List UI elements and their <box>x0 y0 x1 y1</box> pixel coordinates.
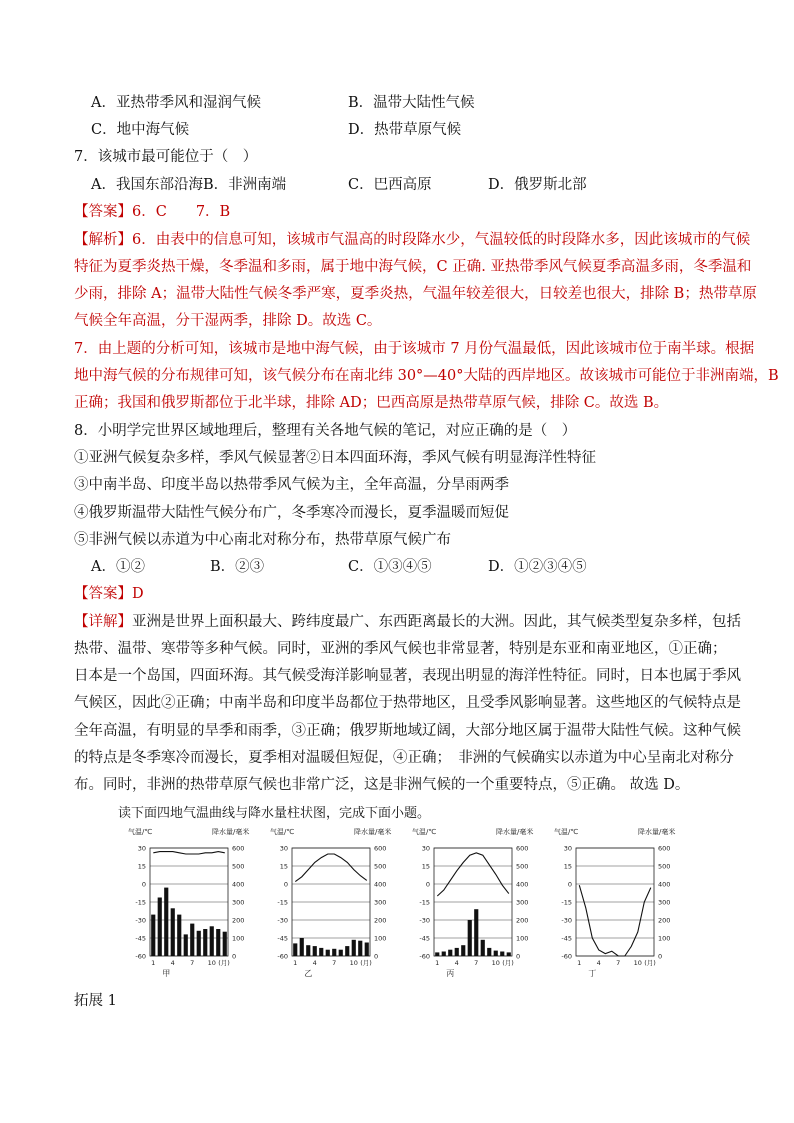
precip-bar <box>345 946 349 956</box>
precip-tick-label: 100 <box>232 934 245 943</box>
temp-tick-label: 15 <box>279 862 288 871</box>
month-tick-label: 4 <box>170 959 175 967</box>
temp-axis-title: 气温/℃ <box>270 828 295 836</box>
answer8-text: D <box>132 586 144 602</box>
climate-charts <box>110 822 676 984</box>
month-tick-label: 1 <box>435 959 440 967</box>
month-tick-label: 10 <box>633 959 642 967</box>
temp-tick-label: 30 <box>421 844 430 853</box>
temp-tick-label: -60 <box>561 952 572 961</box>
precip-tick-label: 500 <box>374 862 387 871</box>
q7-option-d: D．俄罗斯北部 <box>488 177 587 193</box>
temp-tick-label: 0 <box>141 880 146 889</box>
temp-tick-label: 30 <box>137 844 146 853</box>
precip-axis-title: 降水量/毫米 <box>354 828 392 836</box>
answer-text: 6．C 7．B <box>132 204 231 220</box>
temp-tick-label: -45 <box>561 934 572 943</box>
chart-label: 乙 <box>304 969 313 978</box>
q7-option-a: A．我国东部沿海 <box>91 177 203 193</box>
temp-curve <box>579 885 651 956</box>
temp-tick-label: -45 <box>419 934 430 943</box>
analysis-line-5: 7．由上题的分析可知，该城市是地中海气候，由于该城市 7 月份气温最低，因此该城市位于南半球。根据 <box>74 341 755 357</box>
month-tick-label: 1 <box>577 959 582 967</box>
precip-bar <box>500 952 504 957</box>
precip-axis-title: 降水量/毫米 <box>212 828 250 836</box>
month-unit-label: (月) <box>644 959 656 967</box>
q8-option-a: A．①② <box>91 559 145 575</box>
precip-bar <box>455 948 459 956</box>
precip-bar <box>300 938 304 956</box>
precip-bar <box>313 946 317 956</box>
precip-tick-label: 300 <box>374 898 387 907</box>
precip-tick-label: 100 <box>374 934 387 943</box>
precip-tick-label: 600 <box>374 844 387 853</box>
precip-bar <box>164 888 168 956</box>
month-unit-label: (月) <box>218 959 230 967</box>
temp-tick-label: -15 <box>277 898 288 907</box>
q8-statement-5: ⑤非洲气候以赤道为中心南北对称分布，热带草原气候广布 <box>74 532 451 548</box>
precip-tick-label: 500 <box>658 862 671 871</box>
temp-tick-label: 15 <box>421 862 430 871</box>
precip-bar <box>487 948 491 956</box>
detail-line-4: 气候区，因此②正确；中南半岛和印度半岛都位于热带地区，且受季风影响显著。这些地区的气候特点是 <box>74 695 741 711</box>
precip-tick-label: 200 <box>232 916 245 925</box>
q8-option-b: B．②③ <box>210 559 265 575</box>
q8-statement-3: ③中南半岛、印度半岛以热带季风气候为主，全年高温，分旱雨两季 <box>74 477 509 493</box>
month-tick-label: 7 <box>332 959 337 967</box>
precip-tick-label: 300 <box>516 898 529 907</box>
precip-bar <box>332 949 336 956</box>
q8-option-c: C．①③④⑤ <box>348 559 432 575</box>
q8-stem: 8．小明学完世界区域地理后，整理有关各地气候的笔记，对应正确的是（ ） <box>74 423 577 439</box>
analysis-line-2: 特征为夏季炎热干燥，冬季温和多雨，属于地中海气候，C 正确. 亚热带季风气候夏季高温多雨，冬季温和 <box>74 259 752 275</box>
q7-option-c: C．巴西高原 <box>348 177 432 193</box>
detail-line-5: 全年高温，有明显的旱季和雨季，③正确；俄罗斯地域辽阔，大部分地区属于温带大陆性气候。这种气候 <box>74 723 741 739</box>
temp-curve <box>153 852 225 854</box>
precip-tick-label: 200 <box>374 916 387 925</box>
temp-axis-title: 气温/℃ <box>128 828 153 836</box>
option-d: D．热带草原气候 <box>348 122 462 138</box>
temp-tick-label: 0 <box>425 880 430 889</box>
q8-option-d: D．①②③④⑤ <box>488 559 587 575</box>
precip-bar <box>358 941 362 956</box>
precip-tick-label: 600 <box>658 844 671 853</box>
month-tick-label: 10 <box>491 959 500 967</box>
temp-axis-title: 气温/℃ <box>412 828 437 836</box>
month-tick-label: 10 <box>349 959 358 967</box>
precip-tick-label: 100 <box>658 934 671 943</box>
precip-axis-title: 降水量/毫米 <box>638 828 676 836</box>
precip-bar <box>223 932 227 956</box>
temp-tick-label: -15 <box>561 898 572 907</box>
precip-bar <box>190 924 194 956</box>
precip-bar <box>365 943 369 957</box>
temp-tick-label: -60 <box>419 952 430 961</box>
precip-bar <box>435 952 439 956</box>
option-c: C．地中海气候 <box>91 122 190 138</box>
temp-tick-label: 30 <box>279 844 288 853</box>
precip-tick-label: 0 <box>232 952 237 961</box>
detail-line-6: 的特点是冬季寒冷而漫长，夏季相对温暖但短促，④正确； 非洲的气候确实以赤道为中心呈南北对称分 <box>74 750 734 766</box>
precip-bar <box>184 934 188 956</box>
analysis-line-1 <box>74 229 750 251</box>
detail-line-3: 日本是一个岛国，四面环海。其气候受海洋影响显著，表现出明显的海洋性特征。同时，日本也属于季风 <box>74 668 741 684</box>
precip-tick-label: 500 <box>516 862 529 871</box>
month-tick-label: 4 <box>596 959 601 967</box>
precip-tick-label: 600 <box>516 844 529 853</box>
answer8-tag: 【答案】 <box>74 586 132 602</box>
precip-axis-title: 降水量/毫米 <box>496 828 534 836</box>
precip-bar <box>461 945 465 956</box>
chart-label: 甲 <box>162 969 171 978</box>
precip-bar <box>210 926 214 956</box>
temp-tick-label: 15 <box>137 862 146 871</box>
temp-tick-label: 15 <box>563 862 572 871</box>
month-unit-label: (月) <box>502 959 514 967</box>
precip-bar <box>171 908 175 956</box>
precip-bar <box>306 945 310 956</box>
analysis-text-1: 6．由表中的信息可知，该城市气温高的时段降水少，气温较低的时段降水多，因此该城市的气候 <box>132 232 751 248</box>
precip-tick-label: 400 <box>374 880 387 889</box>
analysis-line-4: 气候全年高温，分干湿两季，排除 D。故选 C。 <box>74 313 382 329</box>
precip-bar <box>197 931 201 956</box>
option-b: B．温带大陆性气候 <box>348 95 475 111</box>
temp-curve <box>295 854 367 882</box>
precip-tick-label: 500 <box>232 862 245 871</box>
temp-axis-title: 气温/℃ <box>554 828 579 836</box>
precip-tick-label: 100 <box>516 934 529 943</box>
answer-8 <box>74 583 144 605</box>
temp-tick-label: -45 <box>277 934 288 943</box>
month-tick-label: 7 <box>190 959 195 967</box>
month-tick-label: 7 <box>616 959 621 967</box>
temp-tick-label: -30 <box>419 916 430 925</box>
analysis-line-6: 地中海气候的分布规律可知，该气候分布在南北纬 30°—40°大陆的西岸地区。故该城市可能位于非洲南端，B <box>74 368 779 384</box>
precip-bar <box>468 920 472 956</box>
figure-caption: 读下面四地气温曲线与降水量柱状图，完成下面小题。 <box>118 806 431 821</box>
temp-tick-label: 0 <box>283 880 288 889</box>
precip-tick-label: 0 <box>374 952 379 961</box>
temp-curve <box>437 853 509 896</box>
temp-tick-label: -60 <box>135 952 146 961</box>
precip-bar <box>481 940 485 956</box>
q7-stem: 7．该城市最可能位于（ ） <box>74 149 258 165</box>
precip-bar <box>474 909 478 956</box>
month-tick-label: 1 <box>293 959 298 967</box>
temp-tick-label: 0 <box>567 880 572 889</box>
precip-bar <box>352 940 356 956</box>
temp-tick-label: -15 <box>135 898 146 907</box>
precip-tick-label: 400 <box>232 880 245 889</box>
precip-bar <box>151 915 155 956</box>
month-tick-label: 4 <box>454 959 459 967</box>
q8-statement-4: ④俄罗斯温带大陆性气候分布广，冬季寒冷而漫长，夏季温暖而短促 <box>74 505 509 521</box>
detail-line-7: 布。同时，非洲的热带草原气候也非常广泛，这是非洲气候的一个重要特点，⑤正确。 故选 D。 <box>74 777 690 793</box>
analysis-tag: 【解析】 <box>74 232 132 248</box>
answer-67 <box>74 201 230 223</box>
temp-tick-label: -30 <box>561 916 572 925</box>
analysis-line-3: 少雨，排除 A；温带大陆性气候冬季严寒，夏季炎热，气温年较差很大，日较差也很大，排除 B；热带草原 <box>74 286 757 302</box>
month-tick-label: 10 <box>207 959 216 967</box>
precip-tick-label: 300 <box>232 898 245 907</box>
detail-tag: 【详解】 <box>74 614 132 630</box>
precip-bar <box>442 952 446 957</box>
chart-label: 丙 <box>446 969 455 978</box>
detail-text-1: 亚洲是世界上面积最大、跨纬度最广、东西距离最长的大洲。因此，其气候类型复杂多样，包括 <box>132 614 741 630</box>
precip-bar <box>339 950 343 956</box>
month-tick-label: 1 <box>151 959 156 967</box>
month-tick-label: 4 <box>312 959 317 967</box>
precip-tick-label: 200 <box>658 916 671 925</box>
footer-label: 拓展 1 <box>74 993 117 1009</box>
month-unit-label: (月) <box>360 959 372 967</box>
temp-tick-label: -30 <box>135 916 146 925</box>
precip-tick-label: 300 <box>658 898 671 907</box>
precip-bar <box>216 929 220 956</box>
month-tick-label: 7 <box>474 959 479 967</box>
detail-line-1 <box>74 611 741 633</box>
precip-tick-label: 0 <box>658 952 663 961</box>
temp-tick-label: 30 <box>563 844 572 853</box>
option-a: A．亚热带季风和湿润气候 <box>91 95 261 111</box>
precip-bar <box>158 898 162 957</box>
precip-bar <box>494 951 498 956</box>
temp-tick-label: -45 <box>135 934 146 943</box>
precip-bar <box>293 943 297 956</box>
analysis-line-7: 正确；我国和俄罗斯都位于北半球，排除 AD；巴西高原是热带草原气候，排除 C。故选 B。 <box>74 395 669 411</box>
temp-tick-label: -60 <box>277 952 288 961</box>
chart-label: 丁 <box>588 969 597 978</box>
temp-tick-label: -30 <box>277 916 288 925</box>
precip-tick-label: 0 <box>516 952 521 961</box>
precip-tick-label: 400 <box>658 880 671 889</box>
precip-tick-label: 600 <box>232 844 245 853</box>
temp-tick-label: -15 <box>419 898 430 907</box>
precip-tick-label: 400 <box>516 880 529 889</box>
precip-tick-label: 200 <box>516 916 529 925</box>
precip-bar <box>319 948 323 956</box>
precip-bar <box>177 915 181 956</box>
precip-bar <box>326 950 330 956</box>
detail-line-2: 热带、温带、寒带等多种气候。同时，亚洲的季风气候也非常显著，特别是东亚和南亚地区，①正确； <box>74 641 727 657</box>
q8-statement-12: ①亚洲气候复杂多样，季风气候显著②日本四面环海，季风气候有明显海洋性特征 <box>74 450 596 466</box>
answer-tag: 【答案】 <box>74 204 132 220</box>
precip-bar <box>448 950 452 956</box>
q7-option-b: B．非洲南端 <box>203 177 287 193</box>
precip-bar <box>507 952 511 956</box>
precip-bar <box>203 929 207 956</box>
